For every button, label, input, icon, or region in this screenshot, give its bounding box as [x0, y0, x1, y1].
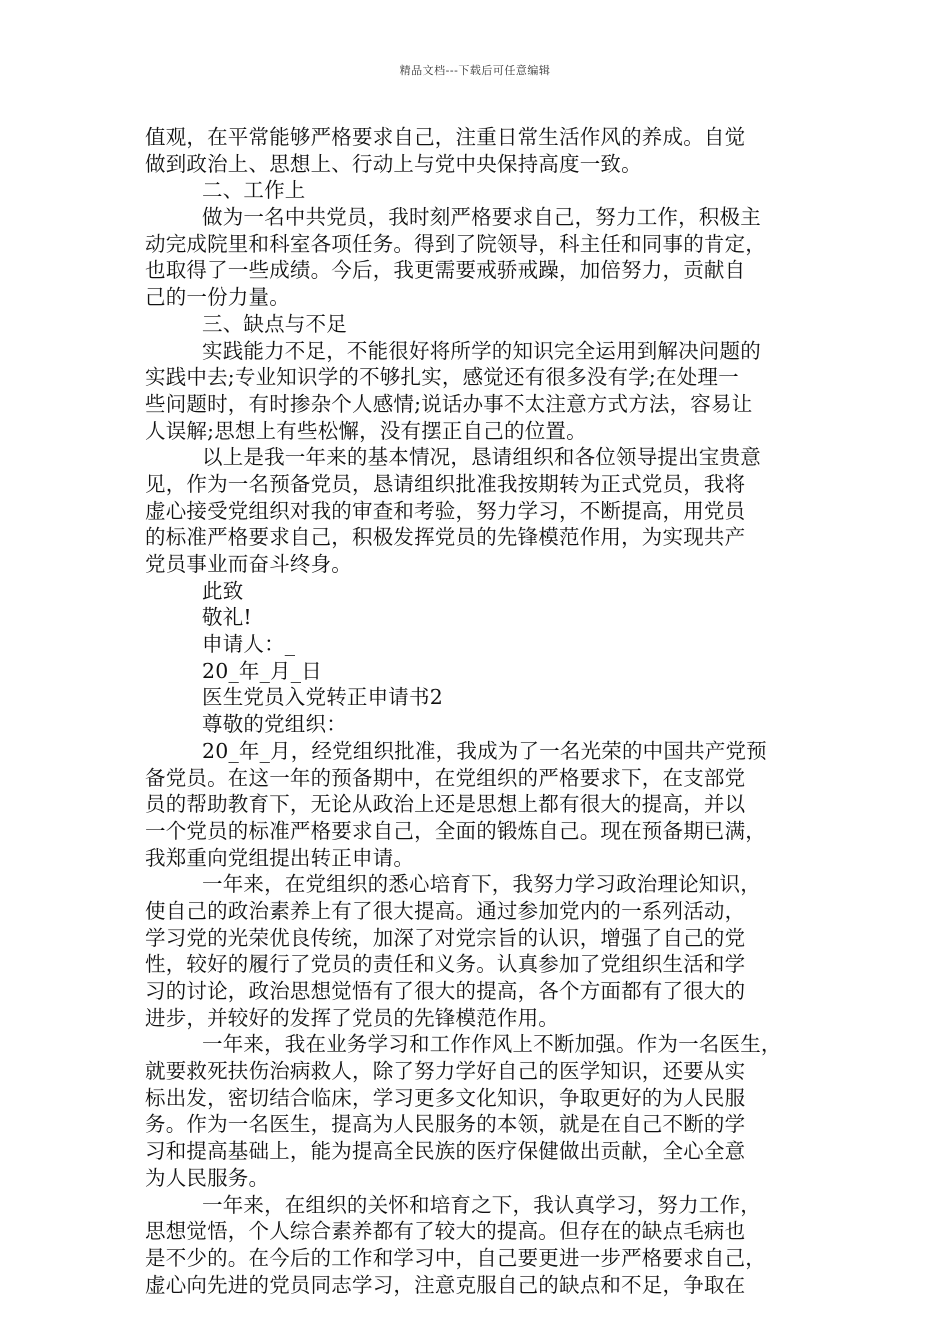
text-line: 为人民服务。 — [145, 1165, 270, 1190]
text-line: 进步，并较好的发挥了党员的先锋模范作用。 — [145, 1005, 559, 1030]
text-line: 员的帮助教育下，无论从政治上还是思想上都有很大的提高，并以 — [145, 792, 746, 817]
text-line: 值观，在平常能够严格要求自己，注重日常生活作风的养成。自觉 — [145, 125, 746, 149]
text-line: 一年来，我在业务学习和工作作风上不断加强。作为一名医生， — [202, 1032, 782, 1057]
text-line: 己的一份力量。 — [145, 285, 290, 310]
text-line: 一年来，在党组织的悉心培育下，我努力学习政治理论知识， — [202, 872, 761, 897]
text-line: 人误解;思想上有些松懈，没有摆正自己的位置。 — [145, 418, 587, 443]
text-line: 三、缺点与不足 — [202, 311, 347, 336]
text-line: 实践中去;专业知识学的不够扎实，感觉还有很多没有学;在处理一 — [145, 365, 739, 390]
text-line: 20_年_月_日 — [202, 658, 322, 683]
text-line: 此致 — [202, 578, 244, 603]
text-line: 20_年_月，经党组织批准，我成为了一名光荣的中国共产党预 — [202, 738, 767, 763]
text-line: 是不少的。在今后的工作和学习中，自己要更进一步严格要求自己， — [145, 1245, 766, 1270]
text-line: 性，较好的履行了党员的责任和义务。认真参加了党组织生活和学 — [145, 952, 746, 977]
text-line: 二、工作上 — [202, 178, 306, 203]
text-line: 见，作为一名预备党员，恳请组织批准我按期转为正式党员，我将 — [145, 471, 746, 496]
text-line: 敬礼! — [202, 605, 252, 630]
document-body — [145, 124, 805, 1298]
text-line: 虚心向先进的党员同志学习，注意克服自己的缺点和不足，争取在 — [145, 1272, 746, 1297]
text-line: 实践能力不足，不能很好将所学的知识完全运用到解决问题的 — [202, 338, 761, 363]
text-line: 一年来，在组织的关怀和培育之下，我认真学习，努力工作， — [202, 1192, 761, 1217]
text-line: 一个党员的标准严格要求自己，全面的锻炼自己。现在预备期已满， — [145, 818, 766, 843]
text-line: 务。作为一名医生，提高为人民服务的本领，就是在自己不断的学 — [145, 1112, 746, 1137]
text-line: 就要救死扶伤治病救人，除了努力学好自己的医学知识，还要从实 — [145, 1059, 746, 1084]
text-line: 标出发，密切结合临床，学习更多文化知识，争取更好的为人民服 — [145, 1085, 746, 1110]
text-line: 习和提高基础上，能为提高全民族的医疗保健做出贡献，全心全意 — [145, 1139, 746, 1164]
text-line: 以上是我一年来的基本情况，恳请组织和各位领导提出宝贵意 — [202, 445, 761, 470]
text-line: 做到政治上、思想上、行动上与党中央保持高度一致。 — [145, 151, 642, 176]
text-line: 我郑重向党组提出转正申请。 — [145, 845, 415, 870]
text-line: 些问题时，有时掺杂个人感情;说话办事不太注意方式方法，容易让 — [145, 391, 753, 416]
text-line: 党员事业而奋斗终身。 — [145, 552, 352, 576]
text-line: 动完成院里和科室各项任务。得到了院领导，科主任和同事的肯定， — [145, 231, 766, 256]
text-line: 尊敬的党组织： — [202, 712, 347, 737]
text-line: 学习党的光荣优良传统，加深了对党宗旨的认识，增强了自己的党 — [145, 925, 746, 950]
page-header: 精品文档---下载后可任意编辑 — [399, 64, 551, 77]
text-line: 使自己的政治素养上有了很大提高。通过参加党内的一系列活动， — [145, 898, 746, 923]
text-line: 的标准严格要求自己，积极发挥党员的先锋模范作用，为实现共产 — [145, 525, 746, 550]
text-line: 申请人：_ — [202, 632, 296, 657]
text-line: 做为一名中共党员，我时刻严格要求自己，努力工作，积极主 — [202, 205, 761, 230]
text-line: 思想觉悟，个人综合素养都有了较大的提高。但存在的缺点毛病也 — [145, 1219, 746, 1244]
text-line: 医生党员入党转正申请书2 — [202, 685, 443, 710]
text-line: 虚心接受党组织对我的审查和考验，努力学习，不断提高，用党员 — [145, 498, 746, 523]
text-line: 备党员。在这一年的预备期中，在党组织的严格要求下，在支部党 — [145, 765, 746, 790]
text-line: 也取得了一些成绩。今后，我更需要戒骄戒躁，加倍努力，贡献自 — [145, 258, 746, 283]
text-line: 习的讨论，政治思想觉悟有了很大的提高，各个方面都有了很大的 — [145, 979, 746, 1003]
